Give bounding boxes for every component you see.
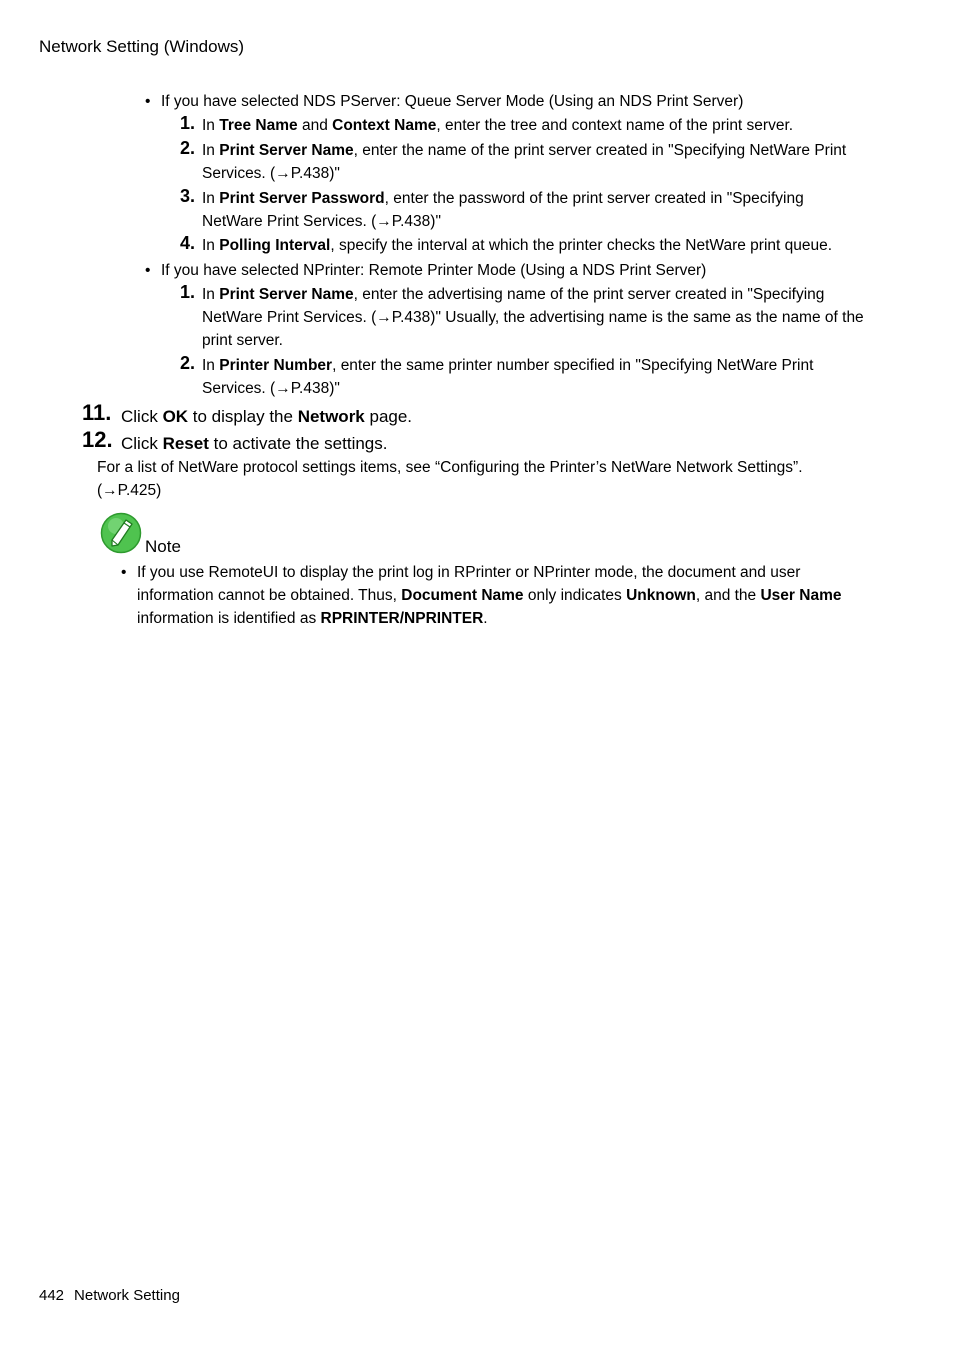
nprinter-step-1: 1. In Print Server Name, enter the advertising name of the print server created in "Specifying NetWare Print Services. (→P.438)" Usually, the advertising name is the same as the name of the print server.	[180, 282, 864, 349]
nprinter-step-2: 2. In Printer Number, enter the same printer number specified in "Specifying NetWare Print Services. (→P.438)"	[180, 353, 814, 397]
step-11: 11. Click OK to display the Network page.	[82, 400, 413, 426]
bullet-text: If you have selected NDS PServer: Queue Server Mode (Using an NDS Print Server)	[161, 93, 744, 110]
bullet-dot: •	[145, 262, 151, 279]
bullet-text: If you have selected NPrinter: Remote Printer Mode (Using a NDS Print Server)	[161, 262, 707, 279]
note-bullet: • If you use RemoteUI to display the print log in RPrinter or NPrinter mode, the document and user information cannot be obtained. Thus, Document Name only indicates Unknown, and the User Name information is identified as RPRINTER/NPRINTER.	[121, 561, 881, 630]
note-pencil-icon	[100, 512, 142, 554]
page-footer	[39, 1287, 180, 1304]
footer-section: Network Setting	[74, 1287, 180, 1304]
bullet-dot: •	[121, 564, 127, 581]
running-header: Network Setting (Windows)	[39, 37, 245, 56]
netware-settings-reference: For a list of NetWare protocol settings items, see “Configuring the Printer’s NetWare Network Settings”. (→P.425)	[97, 459, 803, 499]
step-12: 12. Click Reset to activate the settings.	[82, 427, 388, 453]
pserver-step-1: 1. In Tree Name and Context Name, enter the tree and context name of the print server.	[180, 113, 794, 134]
pserver-step-3: 3. In Print Server Password, enter the password of the print server created in "Specifying NetWare Print Services. (→P.438)"	[180, 186, 804, 230]
page-number: 442	[39, 1287, 65, 1304]
bullet-dot: •	[145, 93, 151, 110]
pserver-step-2: 2. In Print Server Name, enter the name of the print server created in "Specifying NetWare Print Services. (→P.438)"	[180, 138, 847, 182]
note-label: Note	[145, 537, 181, 556]
pserver-step-4: 4. In Polling Interval, specify the interval at which the printer checks the NetWare print queue.	[180, 233, 833, 254]
